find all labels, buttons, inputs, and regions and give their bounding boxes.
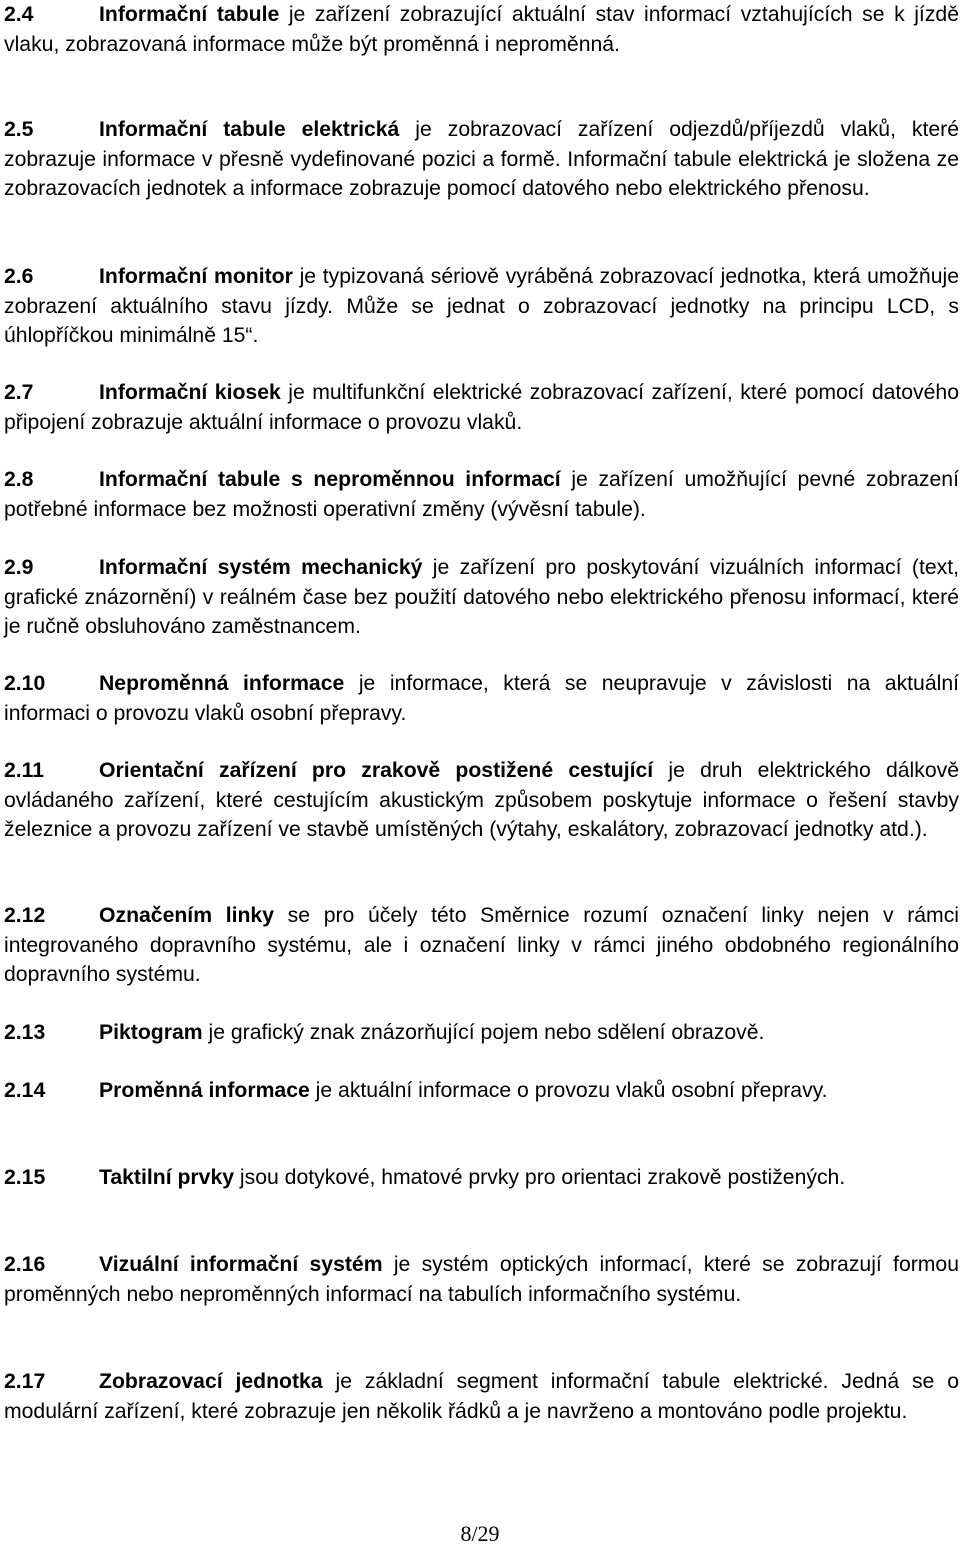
definition-2-13 [4, 1018, 959, 1048]
definition-text: je aktuální informace o provozu vlaků osobní přepravy. [309, 1079, 828, 1102]
definition-text: je systém optických informací, které se zobrazují formou proměnných nebo neproměnných informací na tabulích informačního systému. [4, 1253, 959, 1306]
definition-2-11 [4, 756, 959, 845]
definition-number: 2.9 [4, 556, 34, 579]
definition-2-6 [4, 262, 959, 351]
definition-number: 2.16 [4, 1253, 46, 1276]
definition-term: Informační kiosek [99, 381, 281, 404]
definition-2-8 [4, 465, 959, 524]
definition-text: se pro účely této Směrnice rozumí označení linky nejen v rámci integrovaného dopravního systému, ale i označení linky v rámci jiného obdobného regionálního dopravního systému. [4, 904, 959, 986]
definition-2-4 [4, 0, 959, 59]
definition-number: 2.12 [4, 904, 46, 927]
definition-text: je zařízení umožňující pevné zobrazení potřebné informace bez možnosti operativní změny (vývěsní tabule). [4, 468, 959, 521]
definition-term: Neproměnná informace [99, 672, 345, 695]
definition-term: Vizuální informační systém [99, 1253, 383, 1276]
definition-text: je zařízení zobrazující aktuální stav informací vztahujících se k jízdě vlaku, zobrazovaná informace může být proměnná i neproměnná. [4, 3, 959, 56]
definition-number: 2.4 [4, 3, 34, 26]
definition-2-7 [4, 378, 959, 437]
definition-term: Zobrazovací jednotka [99, 1370, 323, 1393]
definition-2-14 [4, 1076, 959, 1106]
definition-text: je typizovaná sériově vyráběná zobrazovací jednotka, která umožňuje zobrazení aktuálního stavu jízdy. Může se jednat o zobrazovací jednotky na principu LCD, s úhlopříčkou minimálně 15“. [4, 265, 959, 347]
definition-number: 2.8 [4, 468, 34, 491]
definition-text: je zobrazovací zařízení odjezdů/příjezdů vlaků, které zobrazuje informace v přesně vydefinované pozici a formě. Informační tabule elektrická je složena ze zobrazovacích jednotek a informace zobrazuje pomocí datového nebo elektrického přenosu. [4, 118, 959, 200]
definition-term: Proměnná informace [99, 1079, 310, 1102]
definition-2-16 [4, 1250, 959, 1309]
definition-number: 2.17 [4, 1370, 46, 1393]
definition-2-17 [4, 1367, 959, 1426]
definition-text: jsou dotykové, hmatové prvky pro orientaci zrakově postižených. [234, 1166, 846, 1189]
definition-term: Informační systém mechanický [99, 556, 423, 579]
definition-text: je druh elektrického dálkově ovládaného zařízení, které cestujícím akustickým způsobem poskytuje informace o řešení stavby železnice a provozu zařízení ve stavbě umístěných (výtahy, eskalátory, zobrazovací jednotky atd.). [4, 759, 959, 841]
definition-2-12 [4, 901, 959, 990]
page-number: 8/29 [460, 1521, 500, 1546]
definition-text: je základní segment informační tabule elektrické. Jedná se o modulární zařízení, které zobrazuje jen několik řádků a je navrženo a montováno podle projektu. [4, 1370, 959, 1423]
definition-2-9 [4, 553, 959, 642]
definition-text: je zařízení pro poskytování vizuálních informací (text, grafické znázornění) v reálném čase bez použití datového nebo elektrického přenosu informací, které je ručně obsluhováno zaměstnancem. [4, 556, 959, 638]
definition-number: 2.5 [4, 118, 34, 141]
definition-2-5 [4, 115, 959, 204]
definition-term: Informační tabule [99, 3, 280, 26]
definition-number: 2.11 [4, 759, 45, 782]
definition-number: 2.6 [4, 265, 34, 288]
definition-term: Taktilní prvky [99, 1166, 235, 1189]
definition-term: Orientační zařízení pro zrakově postižené cestující [99, 759, 654, 782]
definition-number: 2.10 [4, 672, 46, 695]
definition-text: je multifunkční elektrické zobrazovací zařízení, které pomocí datového připojení zobrazuje aktuální informace o provozu vlaků. [4, 381, 959, 434]
definition-term: Označením linky [99, 904, 274, 927]
definition-number: 2.14 [4, 1079, 46, 1102]
definition-2-10 [4, 669, 959, 728]
definition-term: Informační tabule s neproměnnou informací [99, 468, 561, 491]
definition-text: je grafický znak znázorňující pojem nebo sdělení obrazově. [202, 1021, 765, 1044]
definition-2-15 [4, 1163, 959, 1193]
definition-term: Piktogram [99, 1021, 203, 1044]
definition-number: 2.7 [4, 381, 34, 404]
definition-term: Informační tabule elektrická [99, 118, 400, 141]
definition-text: je informace, která se neupravuje v závislosti na aktuální informaci o provozu vlaků osobní přepravy. [4, 672, 960, 725]
definition-number: 2.15 [4, 1166, 46, 1189]
definition-term: Informační monitor [99, 265, 293, 288]
definition-number: 2.13 [4, 1021, 46, 1044]
